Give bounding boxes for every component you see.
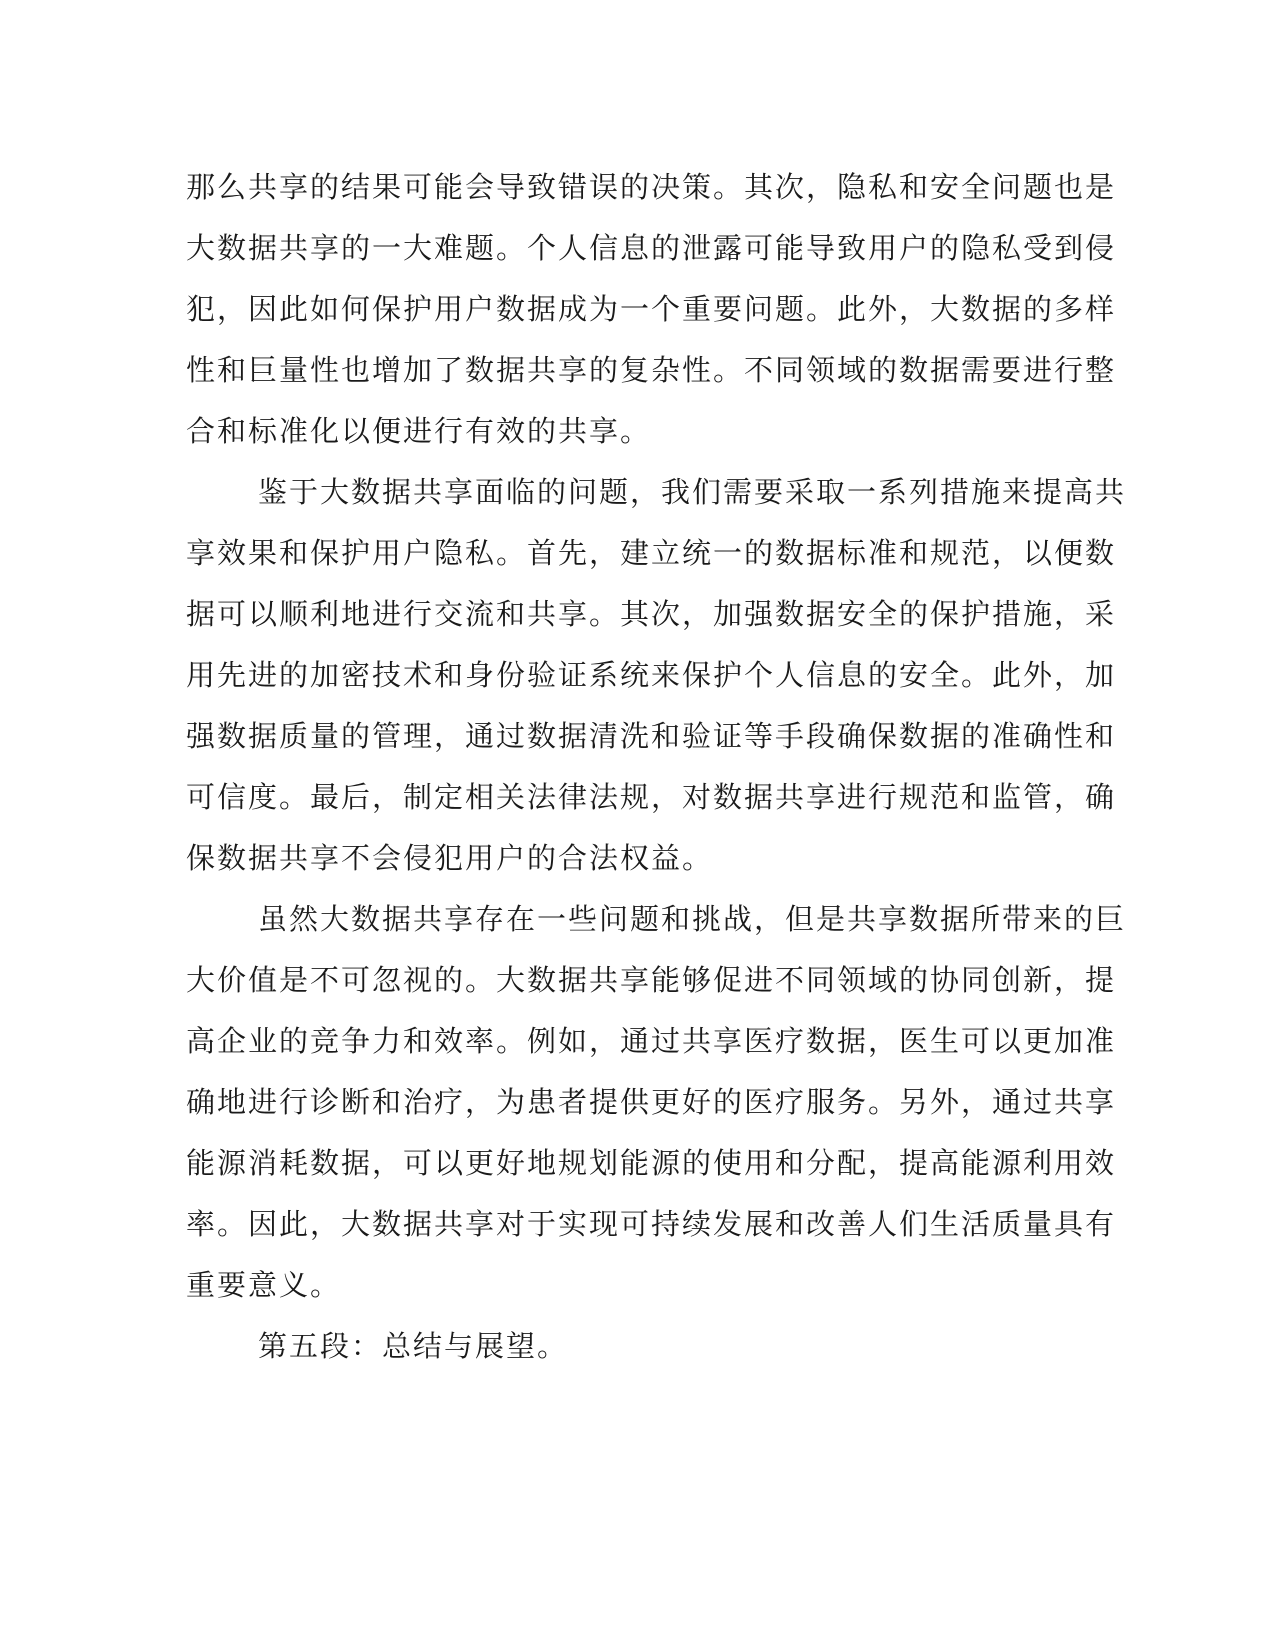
text-line: 那么共享的结果可能会导致错误的决策。其次，隐私和安全问题也是 bbox=[186, 170, 1117, 204]
text-line: 享效果和保护用户隐私。首先，建立统一的数据标准和规范，以便数 bbox=[186, 536, 1117, 570]
text-line: 大价值是不可忽视的。大数据共享能够促进不同领域的协同创新，提 bbox=[186, 963, 1117, 997]
text-line: 强数据质量的管理，通过数据清洗和验证等手段确保数据的准确性和 bbox=[186, 719, 1117, 753]
text-line: 可信度。最后，制定相关法律法规，对数据共享进行规范和监管，确 bbox=[186, 780, 1117, 814]
text-line: 合和标准化以便进行有效的共享。 bbox=[186, 414, 652, 448]
text-line: 据可以顺利地进行交流和共享。其次，加强数据安全的保护措施，采 bbox=[186, 597, 1117, 631]
text-line: 犯，因此如何保护用户数据成为一个重要问题。此外，大数据的多样 bbox=[186, 292, 1117, 326]
text-line: 重要意义。 bbox=[186, 1268, 342, 1302]
text-line: 用先进的加密技术和身份验证系统来保护个人信息的安全。此外，加 bbox=[186, 658, 1117, 692]
section-heading-line: 第五段：总结与展望。 bbox=[258, 1329, 569, 1363]
text-line: 大数据共享的一大难题。个人信息的泄露可能导致用户的隐私受到侵 bbox=[186, 231, 1117, 265]
text-line: 性和巨量性也增加了数据共享的复杂性。不同领域的数据需要进行整 bbox=[186, 353, 1117, 387]
text-line: 保数据共享不会侵犯用户的合法权益。 bbox=[186, 841, 714, 875]
paragraph-start-line: 虽然大数据共享存在一些问题和挑战，但是共享数据所带来的巨 bbox=[258, 902, 1127, 936]
text-line: 确地进行诊断和治疗，为患者提供更好的医疗服务。另外，通过共享 bbox=[186, 1085, 1117, 1119]
text-line: 高企业的竞争力和效率。例如，通过共享医疗数据，医生可以更加准 bbox=[186, 1024, 1117, 1058]
text-line: 能源消耗数据，可以更好地规划能源的使用和分配，提高能源利用效 bbox=[186, 1146, 1117, 1180]
paragraph-start-line: 鉴于大数据共享面临的问题，我们需要采取一系列措施来提高共 bbox=[258, 475, 1127, 509]
document-body bbox=[186, 157, 1127, 1377]
text-line: 率。因此，大数据共享对于实现可持续发展和改善人们生活质量具有 bbox=[186, 1207, 1117, 1241]
